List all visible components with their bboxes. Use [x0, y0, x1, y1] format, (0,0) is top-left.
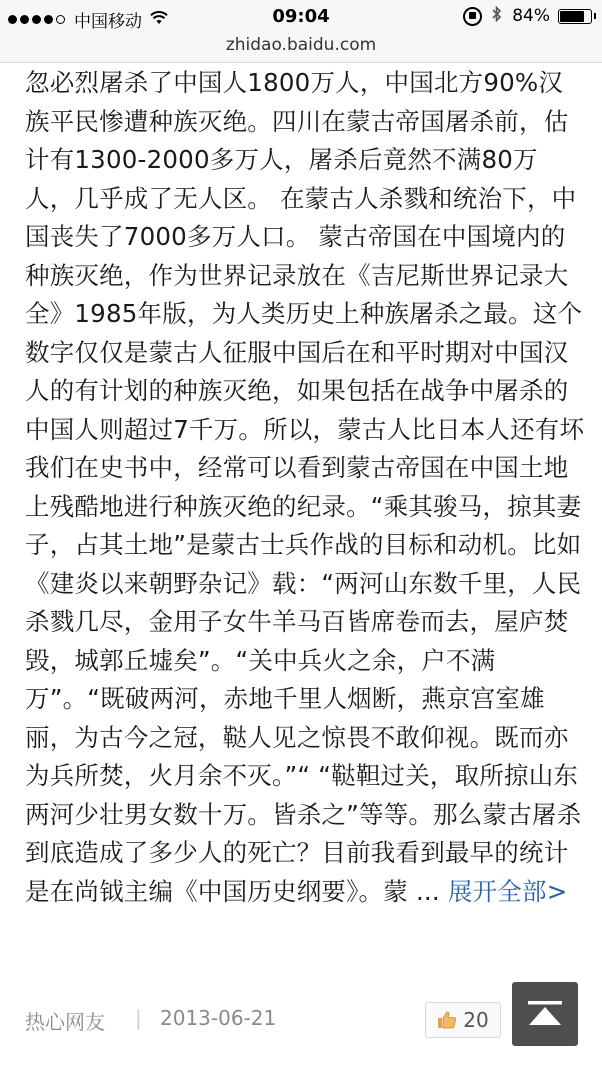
- battery-icon: [558, 9, 592, 24]
- status-bar: [0, 0, 602, 34]
- bluetooth-icon: [492, 6, 502, 26]
- thumbs-up-icon: [437, 1010, 457, 1030]
- truncation-ellipsis: ...: [407, 876, 448, 906]
- address-bar[interactable]: zhidao.baidu.com: [0, 34, 602, 63]
- like-count: 20: [463, 1008, 489, 1032]
- rotation-lock-icon: [463, 7, 482, 26]
- answer-paragraph-text: 我们在史书中，经常可以看到蒙古帝国在中国土地上残酷地进行种族灭绝的纪录。“乘其骏马，掠其妻子，占其土地”是蒙古士兵作战的目标和动机。比如《建炎以来朝野杂记》载：“两河山东数千里，人民杀戮几尽，金用子女牛羊马百皆席卷而去，屋庐焚毁，城郭丘墟矣”。“关中兵火之余，户不满万”。“既破两河，赤地千里人烟断，燕京宫室雄丽，为古今之冠，鞑人见之惊畏不敢仰视。既而亦为兵所焚，火月余不灭。”“ “鞑靼过关，取所掠山东两河少壮男女数十万。皆杀之”等等。那么蒙古屠杀到底造成了多少人的死亡？目前我看到最早的统计是在尚钺主编《中国历史纲要》。蒙: [25, 453, 582, 906]
- status-indicators: [463, 6, 592, 26]
- answer-paragraph: [25, 449, 585, 911]
- meta-separator: |: [135, 1006, 142, 1030]
- answer-paragraph: 忽必烈屠杀了中国人1800万人，中国北方90%汉族平民惨遭种族灭绝。四川在蒙古帝国屠杀前，估计有1300-2000多万人，屠杀后竟然不满80万人，几乎成了无人区。 在蒙古人杀戮和统治下，中国丧失了7000多万人口。 蒙古帝国在中国境内的种族灭绝，作为世界记录放在《吉尼斯世界记录大全》1985年版，为人类历史上种族屠杀之最。这个数字仅仅是蒙古人征服中国后在和平时期对中国汉人的有计划的种族灭绝，如果包括在战争中屠杀的中国人则超过7千万。所以，蒙古人比日本人还有坏: [25, 68, 585, 444]
- carrier-name: 中国移动: [74, 12, 142, 32]
- back-to-top-icon: [526, 999, 564, 1029]
- answer-meta: [25, 1002, 585, 1038]
- clock: 09:04: [272, 6, 330, 27]
- like-button[interactable]: [425, 1002, 501, 1038]
- back-to-top-button[interactable]: [512, 982, 578, 1046]
- author-name: 热心网友: [25, 1010, 105, 1034]
- expand-all-link[interactable]: 展开全部>: [447, 876, 568, 906]
- answer-date: 2013-06-21: [160, 1006, 277, 1030]
- battery-level: [560, 11, 584, 22]
- battery-percent: 84%: [512, 6, 550, 26]
- answer-content: [25, 62, 585, 911]
